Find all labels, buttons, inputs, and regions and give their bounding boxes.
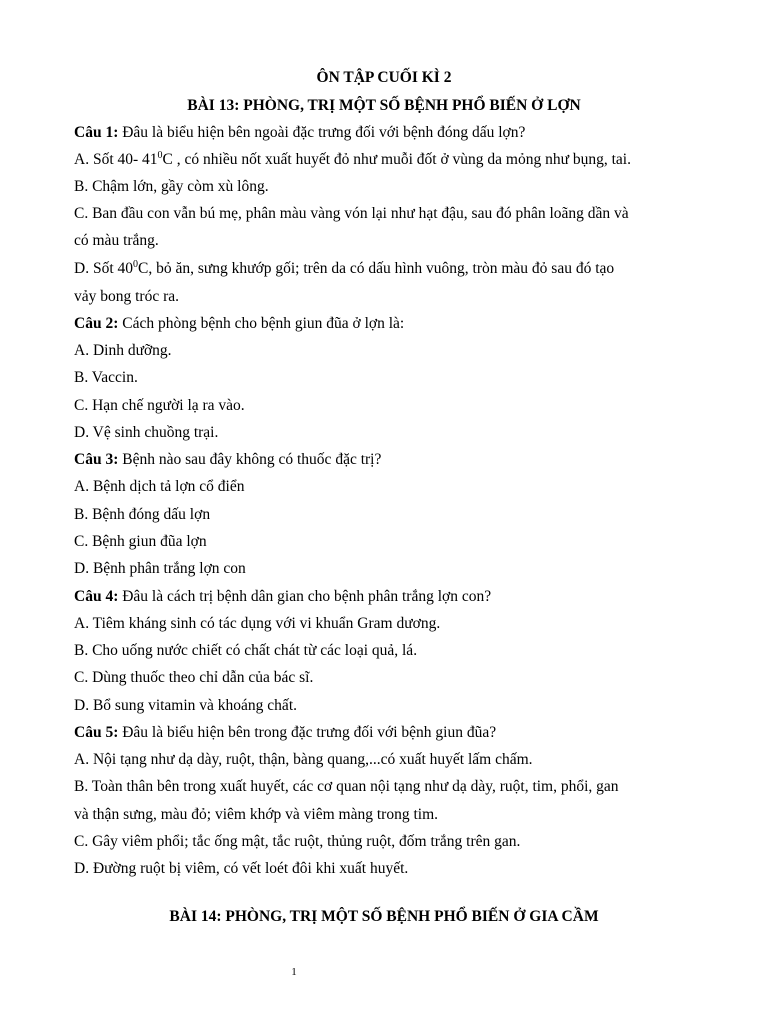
question-3-option-c: C. Bệnh giun đũa lợn <box>74 533 207 550</box>
document-title: ÔN TẬP CUỐI KÌ 2 <box>316 69 452 86</box>
question-5-option-a: A. Nội tạng như dạ dày, ruột, thận, bàng quang,...có xuất huyết lấm chấm. <box>74 751 533 768</box>
question-2-text: Cách phòng bệnh cho bệnh giun đũa ở lợn là: <box>122 315 405 332</box>
question-5-option-c: C. Gây viêm phổi; tắc ống mật, tắc ruột, thủng ruột, đốm trắng trên gan. <box>74 833 521 850</box>
question-4-text: Đâu là cách trị bệnh dân gian cho bệnh phân trắng lợn con? <box>122 588 492 605</box>
question-5 <box>74 724 496 742</box>
question-5-text: Đâu là biểu hiện bên trong đặc trưng đối với bệnh giun đũa? <box>122 724 497 741</box>
question-5-option-b: B. Toàn thân bên trong xuất huyết, các cơ quan nội tạng như dạ dày, ruột, tim, phổi, gan <box>74 778 619 795</box>
question-2 <box>74 315 404 333</box>
question-2-label: Câu 2: <box>74 315 119 332</box>
question-4-option-d: D. Bổ sung vitamin và khoáng chất. <box>74 697 297 714</box>
question-1-text: Đâu là biểu hiện bên ngoài đặc trưng đối với bệnh đóng dấu lợn? <box>122 124 526 141</box>
question-2-option-d: D. Vệ sinh chuồng trại. <box>74 424 219 441</box>
question-1 <box>74 124 525 142</box>
lesson-13-heading: BÀI 13: PHÒNG, TRỊ MỘT SỐ BỆNH PHỔ BIẾN Ở LỢN <box>187 97 581 114</box>
question-2-option-b: B. Vaccin. <box>74 369 138 386</box>
question-5-label: Câu 5: <box>74 724 119 741</box>
question-4-option-a: A. Tiêm kháng sinh có tác dụng với vi khuẩn Gram dương. <box>74 615 441 632</box>
question-1-option-b: B. Chậm lớn, gầy còm xù lông. <box>74 178 269 195</box>
question-1-option-c: C. Ban đầu con vẫn bú mẹ, phân màu vàng vón lại như hạt đậu, sau đó phân loãng dần và <box>74 205 629 222</box>
question-1-option-d: D. Sốt $40^0C$, bỏ ăn, sưng khướp gối; trên da có dấu hình vuông, tròn màu đỏ sau đó tạo <box>74 259 615 277</box>
question-2-option-c: C. Hạn chế người lạ ra vào. <box>74 397 245 414</box>
question-5-option-d: D. Đường ruột bị viêm, có vết loét đôi khi xuất huyết. <box>74 860 409 877</box>
question-4 <box>74 588 491 606</box>
question-3-option-b: B. Bệnh đóng dấu lợn <box>74 506 211 523</box>
question-3 <box>74 451 381 469</box>
question-1-option-a: A. Sốt 40- $41^0C$ , có nhiều nốt xuất huyết đỏ như muỗi đốt ở vùng da mỏng như bụng, tai. <box>74 150 631 168</box>
lesson-14-heading: BÀI 14: PHÒNG, TRỊ MỘT SỐ BỆNH PHỔ BIẾN Ở GIA CẦM <box>169 908 599 925</box>
question-2-option-a: A. Dinh dưỡng. <box>74 342 172 359</box>
question-3-label: Câu 3: <box>74 451 119 468</box>
question-1-option-d-cont: vảy bong tróc ra. <box>74 288 180 305</box>
question-3-option-a: A. Bệnh dịch tả lợn cổ điển <box>74 478 245 495</box>
question-1-label: Câu 1: <box>74 124 119 141</box>
question-1-option-c-cont: có màu trắng. <box>74 232 159 249</box>
question-4-option-b: B. Cho uống nước chiết có chất chát từ các loại quả, lá. <box>74 642 418 659</box>
question-4-label: Câu 4: <box>74 588 119 605</box>
question-3-text: Bệnh nào sau đây không có thuốc đặc trị? <box>122 451 382 468</box>
page-number: 1 <box>291 966 297 978</box>
question-3-option-d: D. Bệnh phân trắng lợn con <box>74 560 246 577</box>
question-4-option-c: C. Dùng thuốc theo chỉ dẫn của bác sĩ. <box>74 669 314 686</box>
question-5-option-b-cont: và thận sưng, màu đỏ; viêm khớp và viêm màng trong tim. <box>74 806 439 823</box>
